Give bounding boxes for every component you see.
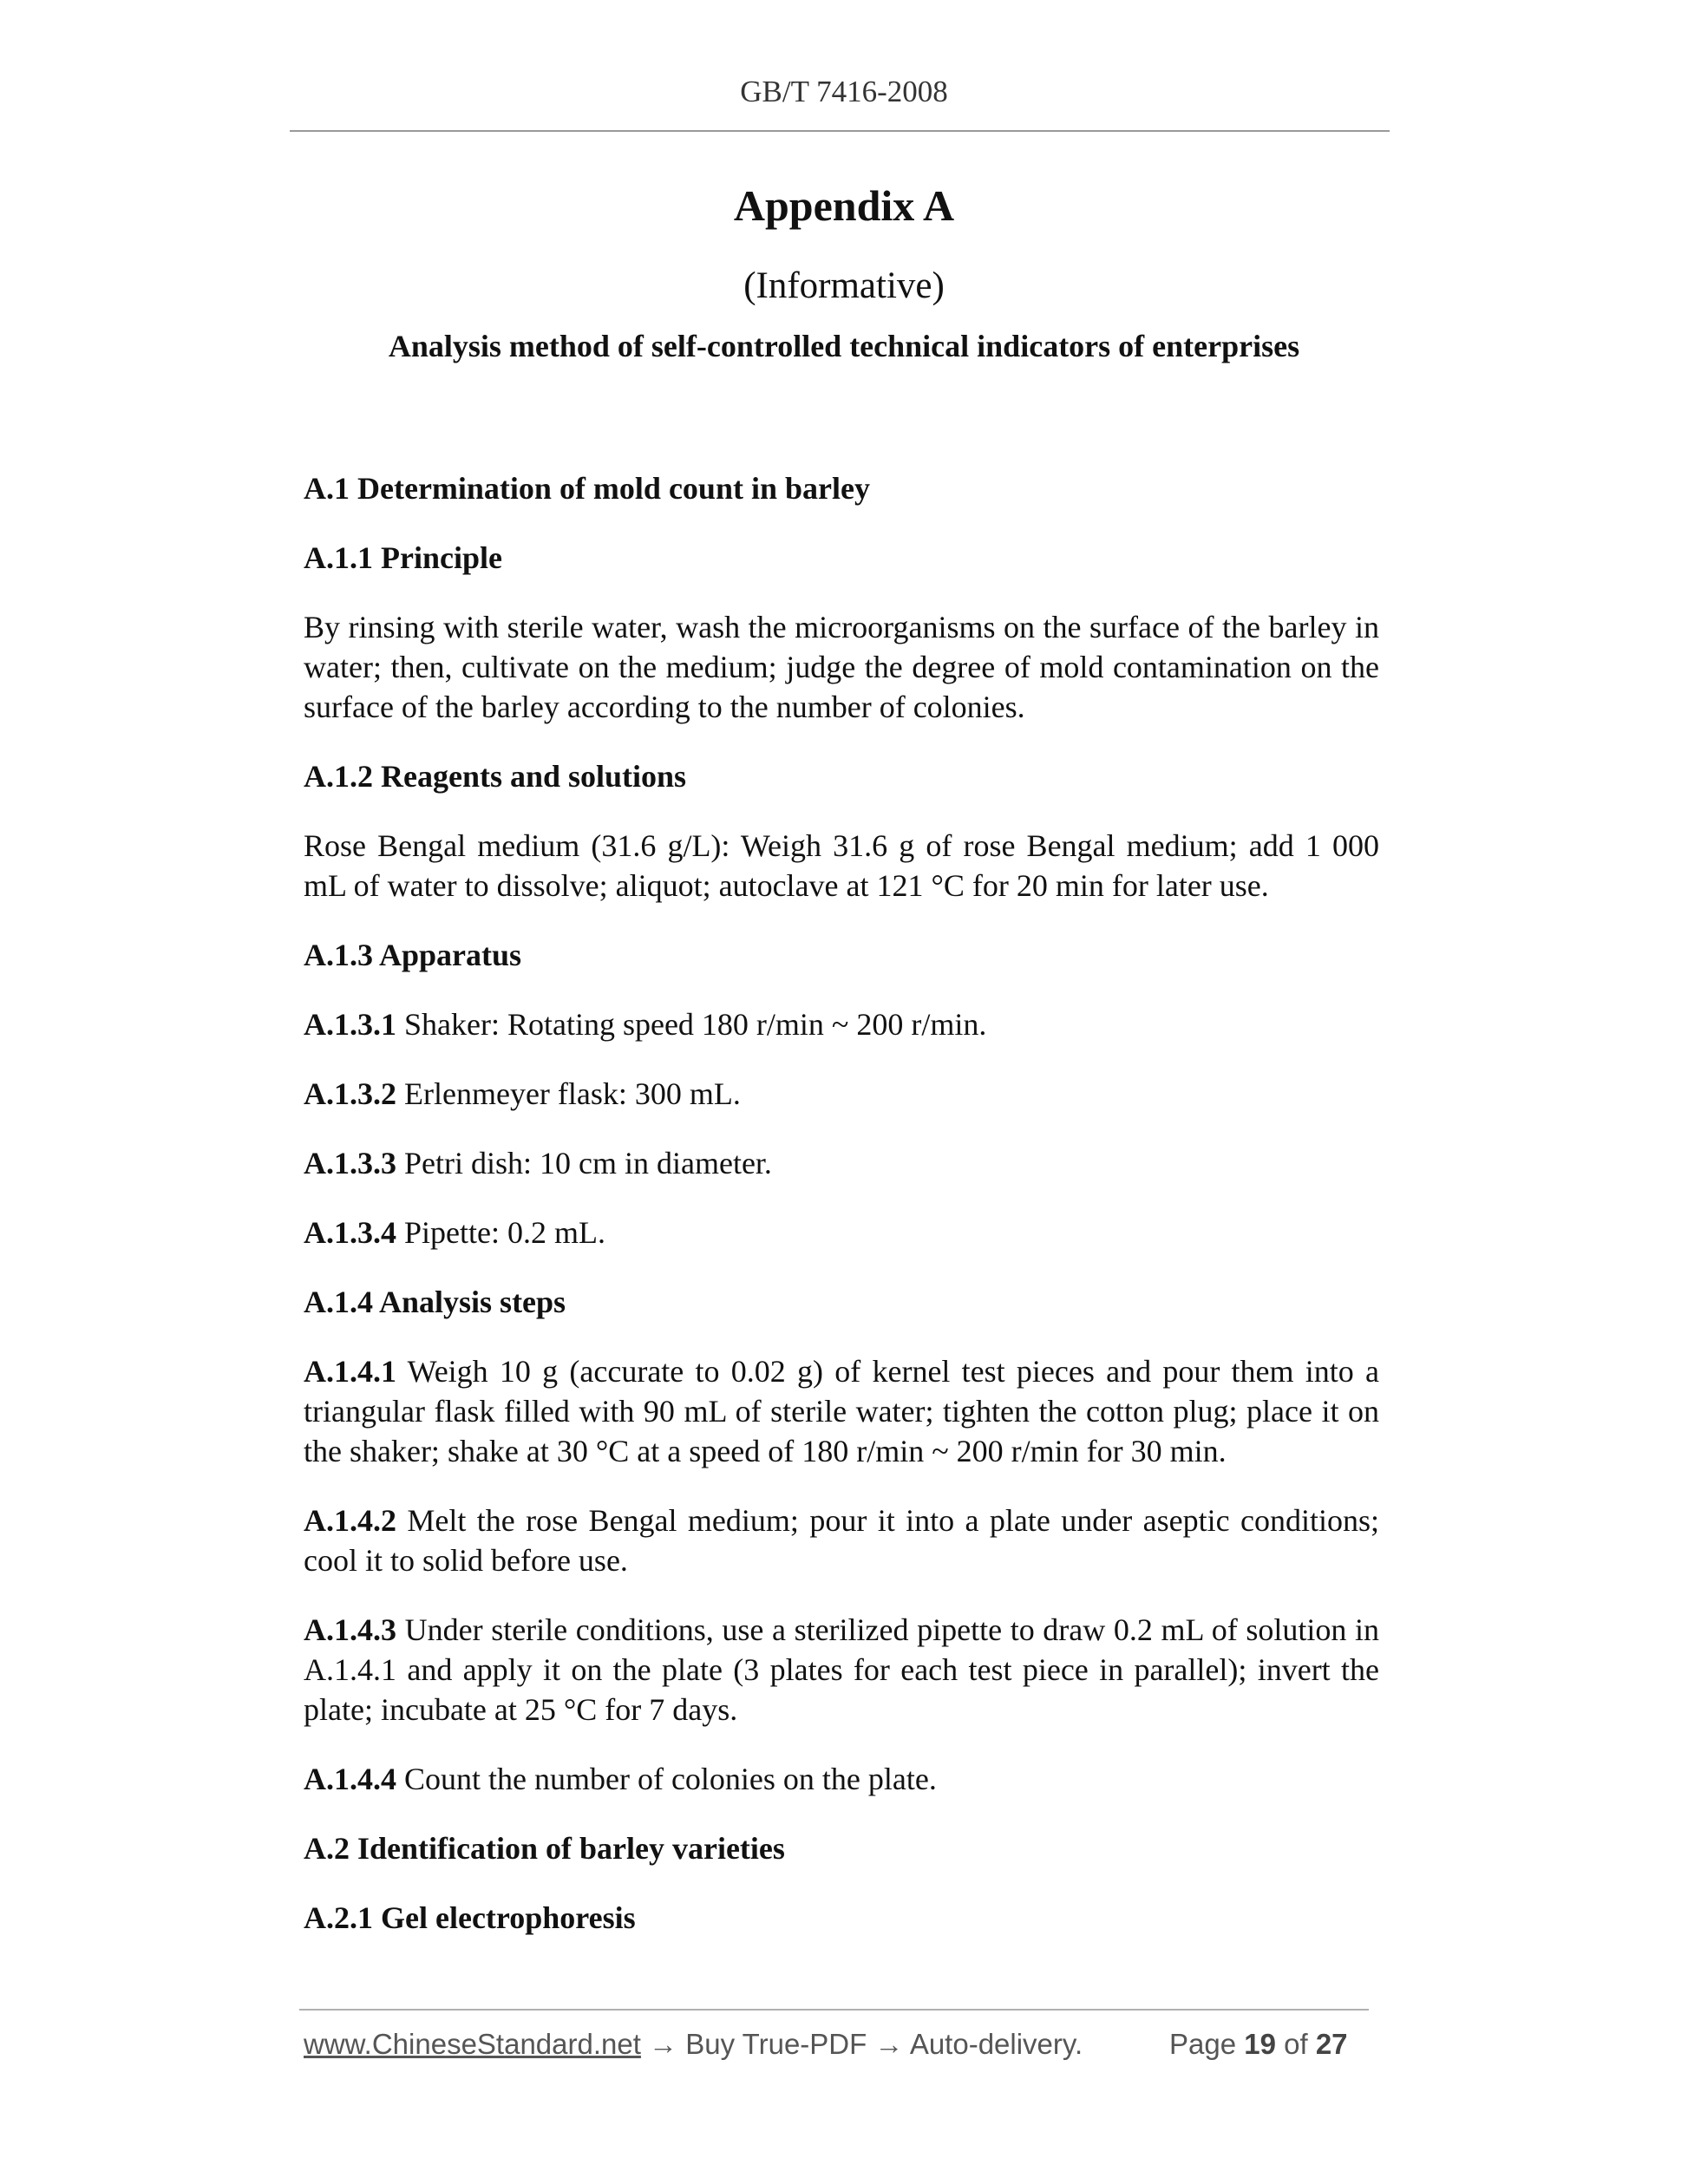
clause-number: A.1.4.2 (304, 1503, 396, 1538)
clause-number: A.1.3.4 (304, 1215, 396, 1250)
standard-code-header: GB/T 7416-2008 (740, 75, 948, 108)
clause-a1-3-3 (304, 1143, 1379, 1183)
section-heading-a1: A.1 Determination of mold count in barley (304, 471, 870, 506)
clause-text: Erlenmeyer flask: 300 mL. (396, 1076, 741, 1111)
clause-text: Weigh 10 g (accurate to 0.02 g) of kernel test pieces and pour them into a triangular flask filled with 90 mL of sterile water; tighten the cotton plug; place it on the shaker; shake at 30 °C at a speed of 180 r/min ~ 200 r/min for 30 min. (304, 1354, 1379, 1468)
clause-text: Shaker: Rotating speed 180 r/min ~ 200 r/min. (396, 1007, 987, 1042)
clause-a1-4-1 (304, 1351, 1379, 1471)
clause-number: A.1.4.3 (304, 1612, 396, 1647)
clause-number: A.1.3.1 (304, 1007, 396, 1042)
clause-a1-3-1 (304, 1004, 1379, 1044)
footer-promo (304, 2028, 1083, 2061)
footer-divider (299, 2009, 1369, 2011)
of-label: of (1275, 2028, 1316, 2060)
page-number: 19 (1244, 2028, 1276, 2060)
paragraph-principle: By rinsing with sterile water, wash the microorganisms on the surface of the barley in water; then, cultivate on the medium; judge the degree of mold contamination on the surface of the barley according to the number of colonies. (304, 610, 1379, 724)
clause-a1-4-3 (304, 1610, 1379, 1730)
section-heading-a1-4: A.1.4 Analysis steps (304, 1285, 566, 1319)
clause-a1-4-4 (304, 1759, 1379, 1799)
website-link[interactable]: www.ChineseStandard.net (304, 2028, 641, 2060)
clause-text: Under sterile conditions, use a sterilized pipette to draw 0.2 mL of solution in A.1.4.1 and apply it on the plate (3 plates for each test piece in parallel); invert the plate; incubate at 25 °C for 7 days. (304, 1612, 1379, 1727)
section-heading-a2: A.2 Identification of barley varieties (304, 1831, 785, 1866)
promo-text: → Buy True-PDF → Auto-delivery. (640, 2028, 1083, 2060)
clause-a1-3-2 (304, 1074, 1379, 1114)
section-heading-a1-1: A.1.1 Principle (304, 540, 502, 575)
clause-a1-3-4 (304, 1213, 1379, 1252)
clause-number: A.1.3.3 (304, 1146, 396, 1180)
page-label: Page (1169, 2028, 1245, 2060)
clause-text: Petri dish: 10 cm in diameter. (396, 1146, 772, 1180)
clause-text: Melt the rose Bengal medium; pour it into a plate under aseptic conditions; cool it to solid before use. (304, 1503, 1379, 1578)
header-divider (290, 130, 1390, 132)
appendix-title: Appendix A (733, 181, 955, 230)
page-indicator (1169, 2028, 1348, 2061)
appendix-type: (Informative) (743, 265, 945, 306)
clause-a1-4-2 (304, 1501, 1379, 1580)
clause-text: Pipette: 0.2 mL. (396, 1215, 605, 1250)
clause-number: A.1.4.1 (304, 1354, 396, 1389)
clause-number: A.1.4.4 (304, 1762, 396, 1796)
section-heading-a1-2: A.1.2 Reagents and solutions (304, 759, 687, 794)
appendix-subtitle: Analysis method of self-controlled technical indicators of enterprises (388, 329, 1300, 363)
total-pages: 27 (1315, 2028, 1348, 2060)
section-heading-a2-1: A.2.1 Gel electrophoresis (304, 1900, 636, 1935)
section-heading-a1-3: A.1.3 Apparatus (304, 938, 522, 972)
clause-number: A.1.3.2 (304, 1076, 396, 1111)
document-body (304, 468, 1379, 1967)
clause-text: Count the number of colonies on the plate. (396, 1762, 937, 1796)
paragraph-reagents: Rose Bengal medium (31.6 g/L): Weigh 31.6 g of rose Bengal medium; add 1 000 mL of water to dissolve; aliquot; autoclave at 121 °C for 20 min for later use. (304, 828, 1379, 903)
